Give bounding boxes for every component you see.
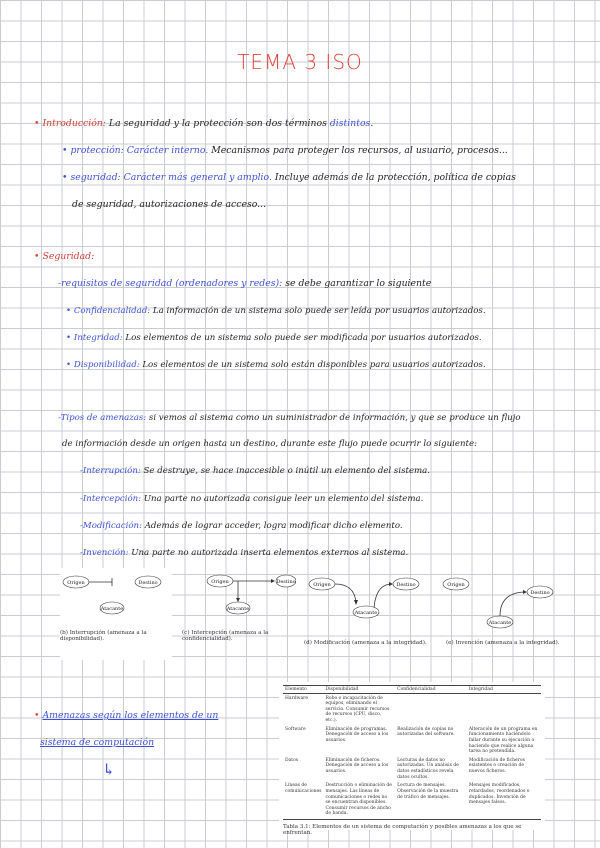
figure-caption: (e) Invención (amenaza a la integridad). [446, 640, 560, 646]
threat-intercepcion [80, 494, 423, 504]
requirement-text: La información de un sistema solo puede ser leída por usuarios autorizados. [152, 306, 486, 316]
threats-by-element-line2 [40, 737, 154, 748]
table-header: Confidencialidad [395, 686, 467, 694]
threat-modificacion [80, 521, 403, 531]
table-cell: Realización de copias no autorizadas del software. [397, 726, 455, 738]
threat-text: Además de lograr acceder, logra modificar dicho elemento. [144, 521, 403, 531]
intro-item-term: seguridad: [70, 172, 121, 183]
table-header: Elemento [283, 686, 323, 694]
destination-label: Destino [138, 580, 158, 586]
threats-by-element-heading-2: sistema de computación [40, 737, 155, 748]
diagram-invention [434, 568, 560, 660]
diagram-interception [178, 568, 296, 660]
figure-caption: (b) Interrupción (amenaza a la disponibilidad). [60, 630, 147, 643]
threat-diagrams [60, 568, 560, 658]
origin-label: Origen [211, 579, 229, 585]
intro-item-bullet: • [62, 172, 68, 183]
destination-label: Destino [276, 579, 296, 585]
table-row [283, 756, 541, 782]
threat-text: Se destruye, se hace inaccesible o inútil un elemento del sistema. [143, 466, 431, 476]
attacker-label: Atacante [488, 620, 512, 626]
requirement-bullet: • [66, 306, 72, 316]
requirement-term: Disponibilidad: [73, 360, 140, 370]
table-cell [395, 694, 467, 726]
requirement-bullet: • [66, 333, 72, 343]
figure-caption: (c) Intercepción (amenaza a la confidencialidad). [182, 630, 269, 643]
origin-label: Origen [313, 582, 331, 588]
threat-text: Una parte no autorizada inserta elementos externos al sistema. [131, 548, 409, 558]
threat-term: -Intercepción: [80, 494, 142, 504]
threat-term: -Interrupción: [80, 466, 141, 476]
intro-heading: Introducción: [42, 118, 106, 129]
threats-by-element-bullet: • [34, 710, 40, 721]
diagram-modification [302, 568, 428, 660]
attacker-label: Atacante [100, 606, 124, 612]
arrow-icon: ↳ [102, 760, 116, 779]
table-cell: Lectura de mensajes. Observación de la muestra de tráfico de mensajes. [395, 782, 467, 819]
table-caption: Tabla 3.1: Elementos de un sistema de computación y posibles amenazas a los que se enfrentan. [283, 823, 522, 837]
intro-item-seguridad [62, 172, 516, 183]
intro-item-term: protección: [70, 145, 124, 156]
diagram-interruption [60, 568, 172, 660]
intro-text-end: . [370, 118, 374, 129]
threats-text: si vemos al sistema como un suministrador de información, y que se produce un flujo [148, 413, 521, 423]
attacker-label: Atacante [226, 606, 250, 612]
table-cell: Datos [285, 757, 299, 763]
threat-invencion [80, 548, 408, 558]
threats-by-element-line [34, 710, 218, 721]
table-cell: Modificación de ficheros existentes o creación de nuevos ficheros. [468, 757, 525, 774]
table-row [283, 782, 541, 819]
intro-bullet: • [34, 118, 40, 129]
threat-term: -Modificación: [80, 521, 142, 531]
intro-item-highlight: Carácter más general y amplio. [123, 172, 272, 183]
threats-heading: -Tipos de amenazas: [58, 413, 147, 423]
origin-label: Origen [67, 580, 85, 586]
table-cell: Lecturas de datos no autorizadas. Un análisis de datos estadísticos revela datos ocultos. [397, 757, 459, 780]
threats-table [279, 682, 545, 837]
intro-item-bullet: • [62, 145, 68, 156]
threats-line [58, 413, 521, 423]
figure-caption: (d) Modificación (amenaza a la integridad). [304, 640, 427, 646]
table-row [283, 725, 541, 756]
table-header: Disponibilidad [323, 686, 395, 694]
requirement-disponibilidad [66, 360, 486, 370]
threats-continuation: de información desde un origen hasta un destino, durante este flujo puede ocurrir lo siguiente: [62, 439, 477, 449]
table-cell: Líneas de comunicaciones [283, 782, 323, 819]
destination-label: Destino [396, 582, 416, 588]
origin-label: Origen [447, 582, 465, 588]
table-cell [467, 694, 541, 726]
table-cell: Destrucción o eliminación de mensajes. Las líneas de comunicaciones o redes no se encuentran disponibles. Consumir recursos de ancho de banda. [323, 782, 395, 819]
security-heading: Seguridad: [42, 251, 95, 262]
requirements-text: se debe garantizar lo siguiente [285, 278, 432, 289]
requirements-heading: -requisitos de seguridad (ordenadores y redes): [58, 278, 283, 289]
security-heading-line [34, 251, 94, 262]
requirement-confidencialidad [66, 306, 486, 316]
table-row [283, 694, 541, 726]
table-cell: Hardware [285, 695, 308, 701]
intro-item-proteccion [62, 145, 508, 156]
table-cell: Software [285, 726, 306, 732]
intro-item-highlight: Carácter interno. [126, 145, 209, 156]
requirement-term: Confidencialidad: [73, 306, 151, 316]
table-cell: Eliminación de ficheros. Denegación de acceso a los usuarios. [325, 757, 389, 774]
table-cell: Alteración de un programa en funcionamiento haciéndolo fallar durante su ejecución o haciendo que realice alguna tarea no pretendida. [468, 726, 538, 755]
intro-continuation: de seguridad, autorizaciones de acceso... [72, 199, 267, 210]
requirement-text: Los elementos de un sistema solo puede ser modificada por usuarios autorizados. [125, 333, 482, 343]
threat-term: -Invención: [80, 548, 129, 558]
security-bullet: • [34, 251, 40, 262]
table-cell: Robo o incapacitación de equipos, eliminando el servicio. Consumir recursos de recursos (CPU, disco, etc.). [325, 695, 390, 723]
table-header: Integridad [467, 686, 541, 694]
threats-by-element-heading: Amenazas según los elementos de un [42, 710, 219, 721]
intro-item-text: Incluye además de la protección, política de copias [274, 172, 516, 183]
requirement-integridad [66, 333, 482, 343]
table-cell: Eliminación de programas. Denegación de acceso a los usuarios. [325, 726, 389, 743]
intro-item-text: Mecanismos para proteger los recursos, al usuario, procesos... [211, 145, 508, 156]
requirement-bullet: • [66, 360, 72, 370]
requirement-text: Los elementos de un sistema solo están disponibles para usuarios autorizados. [142, 360, 486, 370]
table-cell: Mensajes modificados, retardados, reordenados o duplicados. Invención de mensajes falsos. [467, 782, 541, 819]
threat-interrupcion [80, 466, 430, 476]
intro-text: La seguridad y la protección son dos términos [108, 118, 330, 129]
page-title: TEMA 3 ISO [237, 50, 363, 74]
intro-line [34, 118, 373, 129]
intro-highlight: distintos [329, 118, 371, 129]
attacker-label: Atacante [354, 610, 378, 616]
threat-text: Una parte no autorizada consigue leer un elemento del sistema. [143, 494, 424, 504]
destination-label: Destino [530, 590, 550, 596]
requirement-term: Integridad: [73, 333, 123, 343]
requirements-line [58, 278, 431, 289]
